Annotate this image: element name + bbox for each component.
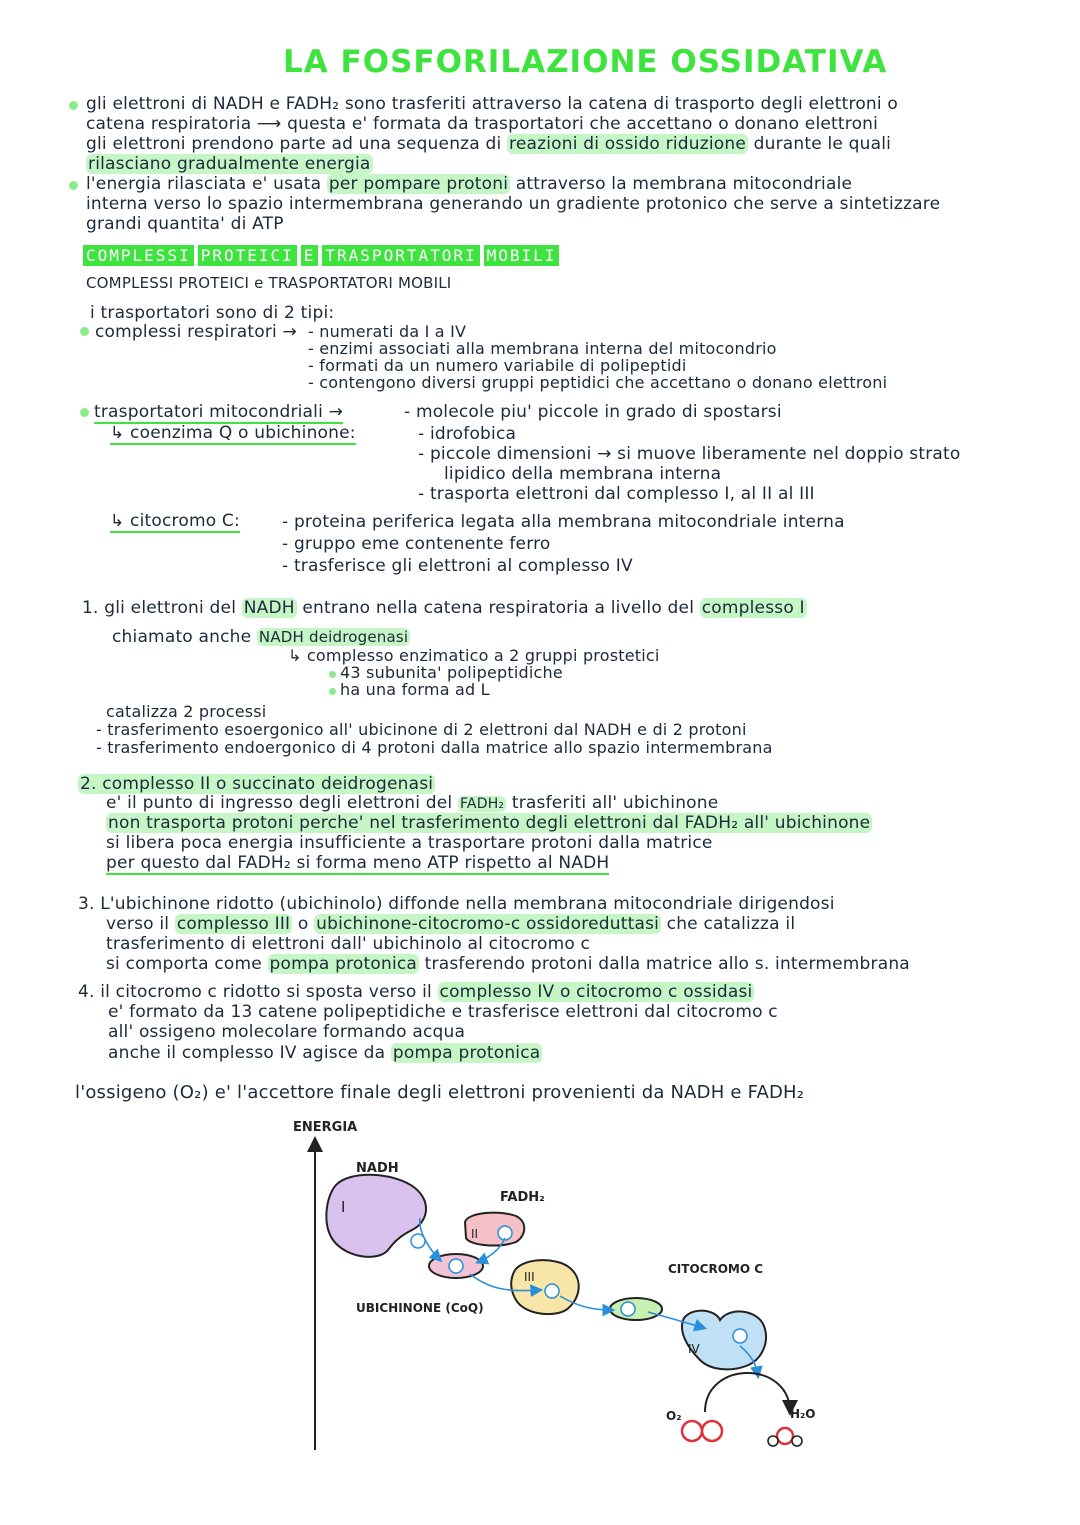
step-text: e' il punto di ingresso degli elettroni del xyxy=(106,793,453,813)
intro-line: catena respiratoria ⟶ questa e' formata da trasportatori che accettano o donano elettroni xyxy=(86,114,879,134)
highlight: non trasporta protoni perche' nel trasferimento degli elettroni dal FADH₂ all' ubichinone xyxy=(108,813,871,833)
coq-item: - idrofobica xyxy=(418,424,517,444)
step-3: 3. L'ubichinone ridotto (ubichinolo) diffonde nella membrana mitocondriale dirigendosi xyxy=(78,894,835,914)
highlight: complesso I xyxy=(701,598,805,618)
intro-text: durante le quali xyxy=(753,134,892,154)
complex-I-label: I xyxy=(341,1198,346,1216)
step-text: anche il complesso IV agisce da xyxy=(108,1043,386,1063)
intro-line: gli elettroni di NADH e FADH₂ sono trasferiti attraverso la catena di trasporto degli elettroni o xyxy=(86,94,899,114)
step-text: 4. il citocromo c ridotto si sposta verso il xyxy=(78,982,432,1002)
h2o-label: H₂O xyxy=(790,1407,816,1421)
electron-icon xyxy=(498,1226,512,1240)
step-text: che catalizza il xyxy=(666,914,796,934)
step-text: si comporta come xyxy=(106,954,262,974)
step-4-line: e' formato da 13 catene polipeptidiche e trasferisce elettroni dal citocromo c xyxy=(108,1002,778,1022)
step-detail: - trasferimento endoergonico di 4 protoni dalla matrice allo spazio intermembrana xyxy=(96,738,773,757)
step-text: entrano nella catena respiratoria a livello del xyxy=(302,598,695,618)
coq-label-text: ↳ coenzima Q o ubichinone: xyxy=(110,423,356,443)
intro-text: gli elettroni prendono parte ad una sequenza di xyxy=(86,134,502,154)
step-detail: catalizza 2 processi xyxy=(106,702,267,721)
step-detail: ha una forma ad L xyxy=(340,680,490,699)
resp-item: - enzimi associati alla membrana interna del mitocondrio xyxy=(308,339,777,358)
step-3-line: trasferimento di elettroni dall' ubichinolo al citocromo c xyxy=(106,934,591,954)
section-box: MOBILI xyxy=(484,245,560,266)
resp-item: - formati da un numero variabile di polipeptidi xyxy=(308,356,687,375)
step-detail: 43 subunita' polipeptidiche xyxy=(340,663,563,682)
page-title: LA FOSFORILAZIONE OSSIDATIVA xyxy=(283,44,888,80)
electron-icon xyxy=(733,1329,747,1343)
cyt-item: - gruppo eme contenente ferro xyxy=(282,534,551,554)
o2-molecule-icon xyxy=(682,1421,722,1441)
intro-line: interna verso lo spazio intermembrana generando un gradiente protonico che serve a sintetizzare xyxy=(86,194,941,214)
step-detail: ↳ complesso enzimatico a 2 gruppi prostetici xyxy=(288,646,660,665)
highlight: NADH deidrogenasi xyxy=(258,628,409,646)
step-text: trasferendo protoni dalla matrice allo s. intermembrana xyxy=(424,954,910,974)
electron-icon xyxy=(449,1259,463,1273)
fadh-label: FADH₂ xyxy=(500,1190,545,1205)
section-box: COMPLESSI xyxy=(83,245,194,266)
section-box: PROTEICI xyxy=(198,245,297,266)
intro-text: attraverso la membrana mitocondriale xyxy=(515,174,853,194)
complex-III-shape xyxy=(511,1260,578,1314)
coq-item: - piccole dimensioni → si muove liberamente nel doppio strato xyxy=(418,444,961,464)
section-box: TRASPORTATORI xyxy=(322,245,479,266)
resp-item: - numerati da I a IV xyxy=(308,322,467,341)
step-text: verso il xyxy=(106,914,170,934)
mito-label-text: trasportatori mitocondriali → xyxy=(94,402,344,422)
resp-label: complessi respiratori → xyxy=(95,322,298,342)
highlight: per pompare protoni xyxy=(328,174,509,194)
electron-icon xyxy=(545,1284,559,1298)
highlight: NADH xyxy=(243,598,295,618)
h2o-molecule-icon xyxy=(768,1428,802,1446)
highlight: reazioni di ossido riduzione xyxy=(509,134,746,154)
section-box: E xyxy=(301,245,319,266)
step-text: o xyxy=(297,914,309,934)
o2-label: O₂ xyxy=(666,1409,682,1423)
step-text: per questo dal FADH₂ si forma meno ATP rispetto al NADH xyxy=(106,853,610,873)
intro-text: l'energia rilasciata e' usata xyxy=(86,174,322,194)
mito-item: - molecole piu' piccole in grado di spostarsi xyxy=(404,402,782,422)
step-text: 1. gli elettroni del xyxy=(82,598,237,618)
nadh-label: NADH xyxy=(356,1161,399,1176)
highlight: ubichinone-citocromo-c ossidoreduttasi xyxy=(316,914,660,934)
step-text: trasferiti all' ubichinone xyxy=(511,793,719,813)
final-statement: l'ossigeno (O₂) e' l'accettore finale degli elettroni provenienti da NADH e FADH₂ xyxy=(75,1082,805,1103)
highlight: rilasciano gradualmente energia xyxy=(88,154,371,174)
cyt-item: - proteina periferica legata alla membrana mitocondriale interna xyxy=(282,512,845,532)
highlight: complesso IV o citocromo c ossidasi xyxy=(439,982,753,1002)
cytochrome-c-shape xyxy=(610,1298,662,1320)
intro-line: grandi quantita' di ATP xyxy=(86,214,284,234)
highlight: complesso III xyxy=(176,914,291,934)
energy-label: ENERGIA xyxy=(293,1120,358,1135)
step-2-line: si libera poca energia insufficiente a trasportare protoni dalla matrice xyxy=(106,833,713,853)
highlight: pompa protonica xyxy=(269,954,418,974)
step-text: chiamato anche xyxy=(112,627,252,647)
electron-icon xyxy=(621,1302,635,1316)
types-head: i trasportatori sono di 2 tipi: xyxy=(90,303,335,323)
ubiquinone-label: UBICHINONE (CoQ) xyxy=(356,1301,484,1315)
cyt-item: - trasferisce gli elettroni al complesso IV xyxy=(282,556,633,576)
complex-IV-label: IV xyxy=(688,1342,700,1356)
coq-item: lipidico della membrana interna xyxy=(444,464,722,484)
highlight: pompa protonica xyxy=(392,1043,541,1063)
cyt-label-text: ↳ citocromo C: xyxy=(110,511,240,531)
highlight: 2. complesso II o succinato deidrogenasi xyxy=(80,774,434,794)
highlight: FADH₂ xyxy=(459,796,505,812)
resp-item: - contengono diversi gruppi peptidici che accettano o donano elettroni xyxy=(308,373,888,392)
step-detail: - trasferimento esoergonico all' ubicinone di 2 elettroni dal NADH e di 2 protoni xyxy=(96,720,747,739)
cytochrome-c-label: CITOCROMO C xyxy=(668,1262,764,1276)
step-4-line: all' ossigeno molecolare formando acqua xyxy=(108,1022,466,1042)
complex-III-label: III xyxy=(524,1270,535,1284)
complex-II-label: II xyxy=(471,1227,479,1241)
section-subtitle: COMPLESSI PROTEICI e TRASPORTATORI MOBILI xyxy=(86,274,452,292)
oxygen-reduction-arrow xyxy=(705,1373,790,1412)
coq-item: - trasporta elettroni dal complesso I, al II al III xyxy=(418,484,815,504)
